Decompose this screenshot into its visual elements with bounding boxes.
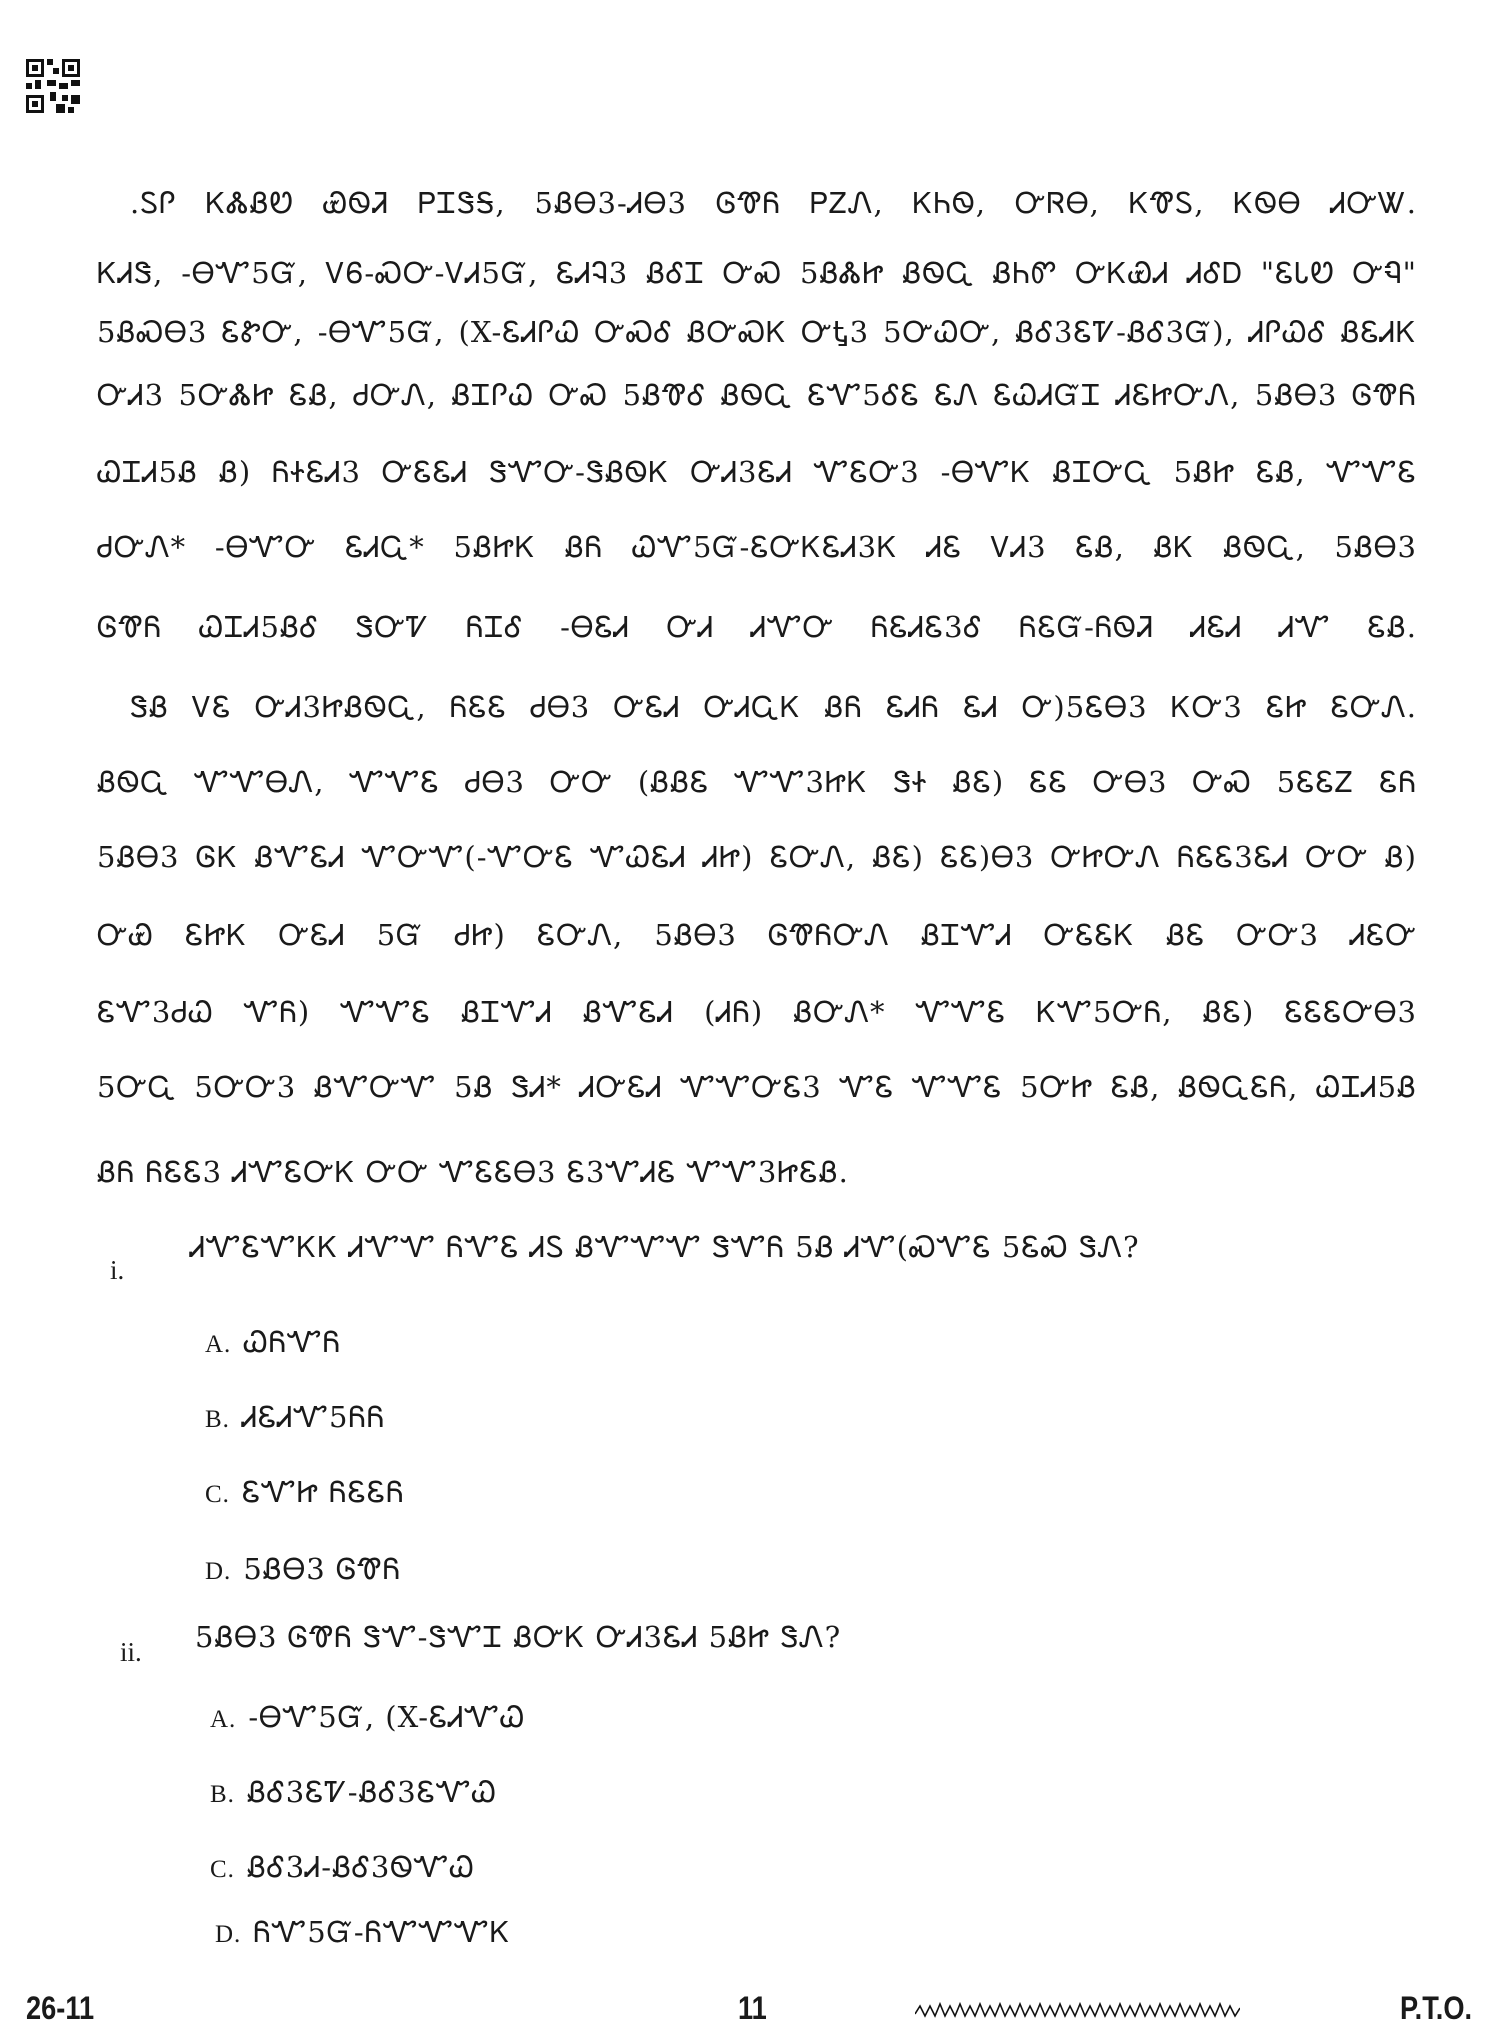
paper-code: 26-11 [26,1990,95,2026]
option-d [205,1552,401,1587]
question-text: ᏗᏉᏋᏉᏦᏦ ᏗᏉᏉ ᏲᏉᏋ ᏗᏚ ᏰᏉᏉᏉ ᏕᏉᏲ 5Ᏸ ᏗᏉ(ᏍᏉᏋ 5ᏋᏍ ᏕᏁ? [190,1230,1140,1264]
option-text: ᏲᏉ5Ᏻ-ᏲᏉᏉᏉᏦ [253,1915,511,1949]
option-letter: A. [210,1706,237,1733]
option-letter: C. [205,1481,230,1508]
option-letter: D. [215,1921,242,1948]
passage-line: ᏇᏆᏗ5Ᏸ Ᏸ) ᏲᏐᏋᏗ3 ᏅᏋᏋᏗ ᏕᏉᏅ-ᏕᏰᏫᏦ ᏅᏗ3ᏋᏗ ᏉᏋᏅ3 -ᎾᏉᏦ ᏰᏆᏅᏩ 5ᏰᏥ ᏋᏰ, ᏉᏉᏋ [97,455,1417,489]
passage-line: ᏋᏉ3ᏧᏇ ᏉᏲ) ᏉᏉᏋ ᏰᏆᏉᏗ ᏰᏉᏋᏗ (ᏗᏲ) ᏰᏅᏁ* ᏉᏉᏋ ᏦᏉ5ᏅᏲ, ᏰᏋ) ᏋᏋᏋᏅᎾ3 [97,995,1417,1029]
question-number: i. [110,1255,125,1285]
option-c [210,1850,475,1885]
passage-line: ᏕᏰ ᏙᏋ ᏅᏗ3ᏥᏰᏫᏩ, ᏲᏋᏋ ᏧᎾ3 ᏅᏋᏗ ᏅᏗᏩᏦ ᏰᏲ ᏋᏗᏲ ᏋᏗ Ꮕ)5ᏋᎾ3 ᏦᏅ3 ᏋᏥ ᏋᏅᏁ. [130,690,1417,724]
passage-line: ᏧᏅᏁ* -ᎾᏉᏅ ᏋᏗᏩ* 5ᏰᏥᏦ ᏰᏲ ᏇᏉ5Ᏻ-ᏋᏅᏦᏋᏗ3Ꮶ ᏗᏋ ᏙᏗ3 ᏋᏰ, ᏰᏦ ᏰᏫᏩ, 5ᏰᎾ3 [97,530,1417,564]
passage-line: ᏅᏗ3 5ᏅᏜᏥ ᏋᏰ, ᏧᏅᏁ, ᏰᏆᎵᏇ ᏅᏍ 5ᏰᏡᎴ ᏰᏫᏩ ᏋᏉ5ᎴᏋ ᏋᏁ ᏋᏇᏗᏳᏆ ᏗᏋᏥᏅᏁ, 5ᏰᎾ3 ᎶᏡᏲ [97,378,1417,412]
option-text: ᏋᏉᏥ ᏲᏋᏋᏲ [241,1475,405,1509]
passage-line: ᏦᏗᏕ, -ᎾᏉ5Ᏻ, ᏙᏮ-ᏍᏅ-ᏙᏗ5Ᏻ, ᏋᏗᎸ3 ᏰᎴᏆ ᏅᏍ 5ᏰᏜᏥ ᏰᏫᏩ ᏰᏂᏛ ᏅᏦᏯᏗ ᏗᎴᎠ "ᏋᏓᏬ ᏅᏄ" [97,256,1417,290]
question-text: 5ᏰᎾ3 ᎶᏡᏲ ᏕᏉ-ᏕᏉᏆ ᏰᏅᏦ ᏅᏗ3ᏋᏗ 5ᏰᏥ ᏕᏁ? [195,1620,842,1654]
option-letter: B. [210,1781,235,1808]
passage-line: 5ᏰᎾ3 ᎶᏦ ᏰᏉᏋᏗ ᏉᏅᏉ(-ᏉᏅᏋ ᏉᏇᏋᏗ ᏗᏥ) ᏋᏅᏁ, ᏰᏋ) ᏋᏋ)Ꮎ3 ᏅᏥᏅᏁ ᏲᏋᏋ3ᏋᏗ ᏅᏅ Ᏸ) [97,840,1417,874]
option-text: ᏗᏋᏗᏉ5ᏲᏲ [241,1400,386,1434]
please-turn-over: P.T.O. [1400,1990,1473,2026]
option-d [215,1915,511,1950]
passage-line: ᎶᏡᏲ ᏇᏆᏗ5ᏰᎴ ᏕᏅᏤ ᏲᏆᎴ -ᎾᏋᏗ ᏅᏗ ᏗᏉᏅ ᏲᏋᏗᏋ3Ꮄ ᏲᏋᏳ-ᏲᏫᏘ ᏗᏋᏗ ᏗᏉ ᏋᏰ. [97,610,1417,644]
question-number: ii. [120,1637,142,1667]
passage-line: 5ᏰᏍᎾ3 ᏋᏑᏅ, -ᎾᏉ5Ᏻ, (X-ᏋᏗᎵᏇ ᏅᏍᎴ ᏰᏅᏍᏦ ᏅᎿ3 5ᏅᏇᏅ, ᏰᎴ3ᏋᏤ-ᏰᎴ3Ᏻ), ᏗᎵᏇᎴ ᏰᏋᏗᏦ [97,315,1417,349]
passage-line: ᏅᏯ ᏋᏥᏦ ᏅᏋᏗ 5Ᏻ ᏧᏥ) ᏋᏅᏁ, 5ᏰᎾ3 ᎶᏡᏲᏅᏁ ᏰᏆᏉᏗ ᏅᏋᏋᏦ ᏰᏋ ᏅᏅ3 ᏗᏋᏅ [97,918,1417,952]
wavy-line-decoration [915,2000,1240,2022]
qr-code [26,58,80,114]
option-text: 5ᏰᎾ3 ᎶᏡᏲ [243,1552,402,1586]
option-letter: C. [210,1856,235,1883]
option-c [205,1475,405,1510]
passage-line: 5ᏅᏩ 5ᏅᏅ3 ᏰᏉᏅᏉ 5Ᏸ ᏕᏗ* ᏗᏅᏋᏗ ᏉᏉᏅᏋ3 ᏉᏋ ᏉᏉᏋ 5ᏅᏥ ᏋᏰ, ᏰᏫᏩᏋᏲ, ᏇᏆᏗ5Ᏸ [97,1070,1417,1104]
passage-line: .ᏚᎵ ᏦᏜᏰᏬ ᏯᏫᏘ ᏢᏆᏕᎦ, 5ᏰᎾ3-ᏗᎾ3 ᎶᏡᏲ ᏢᏃᏁ, ᏦᏂᏫ, ᏅᏒᎾ, ᏦᏡᏚ, ᏦᏫᎾ ᏗᏅᏔ. [130,186,1417,220]
option-text: ᏰᎴ3ᏋᏤ-ᏰᎴ3ᏋᏉᏇ [246,1775,498,1809]
option-a [210,1700,525,1735]
passage-line: ᏰᏫᏩ ᏉᏉᎾᏁ, ᏉᏉᏋ ᏧᎾ3 ᏅᏅ (ᏰᏰᏋ ᏉᏉ3ᏥᏦ ᏕᏐ ᏰᏋ) ᏋᏋ ᏅᎾ3 ᏅᏍ 5ᏋᏋᏃ ᏋᏲ [97,765,1417,799]
option-text: -ᎾᏉ5Ᏻ, (X-ᏋᏗᏉᏇ [248,1700,526,1734]
option-letter: B. [205,1406,230,1433]
option-text: ᏇᏲᏉᏲ [243,1325,342,1359]
option-b [205,1400,385,1435]
option-letter: A. [205,1331,232,1358]
option-text: ᏰᎴ3Ꮧ-ᏰᎴ3ᏫᏉᏇ [246,1850,475,1884]
passage-line: ᏰᏲ ᏲᏋᏋ3 ᏗᏉᏋᏅᏦ ᏅᏅ ᏉᏋᏋᎾ3 Ꮛ3ᏉᏗᏋ ᏉᏉ3ᏥᏋᏰ. [97,1155,849,1189]
option-letter: D. [205,1558,232,1585]
option-a [205,1325,341,1360]
page-number: 11 [738,1990,767,2026]
option-b [210,1775,497,1810]
